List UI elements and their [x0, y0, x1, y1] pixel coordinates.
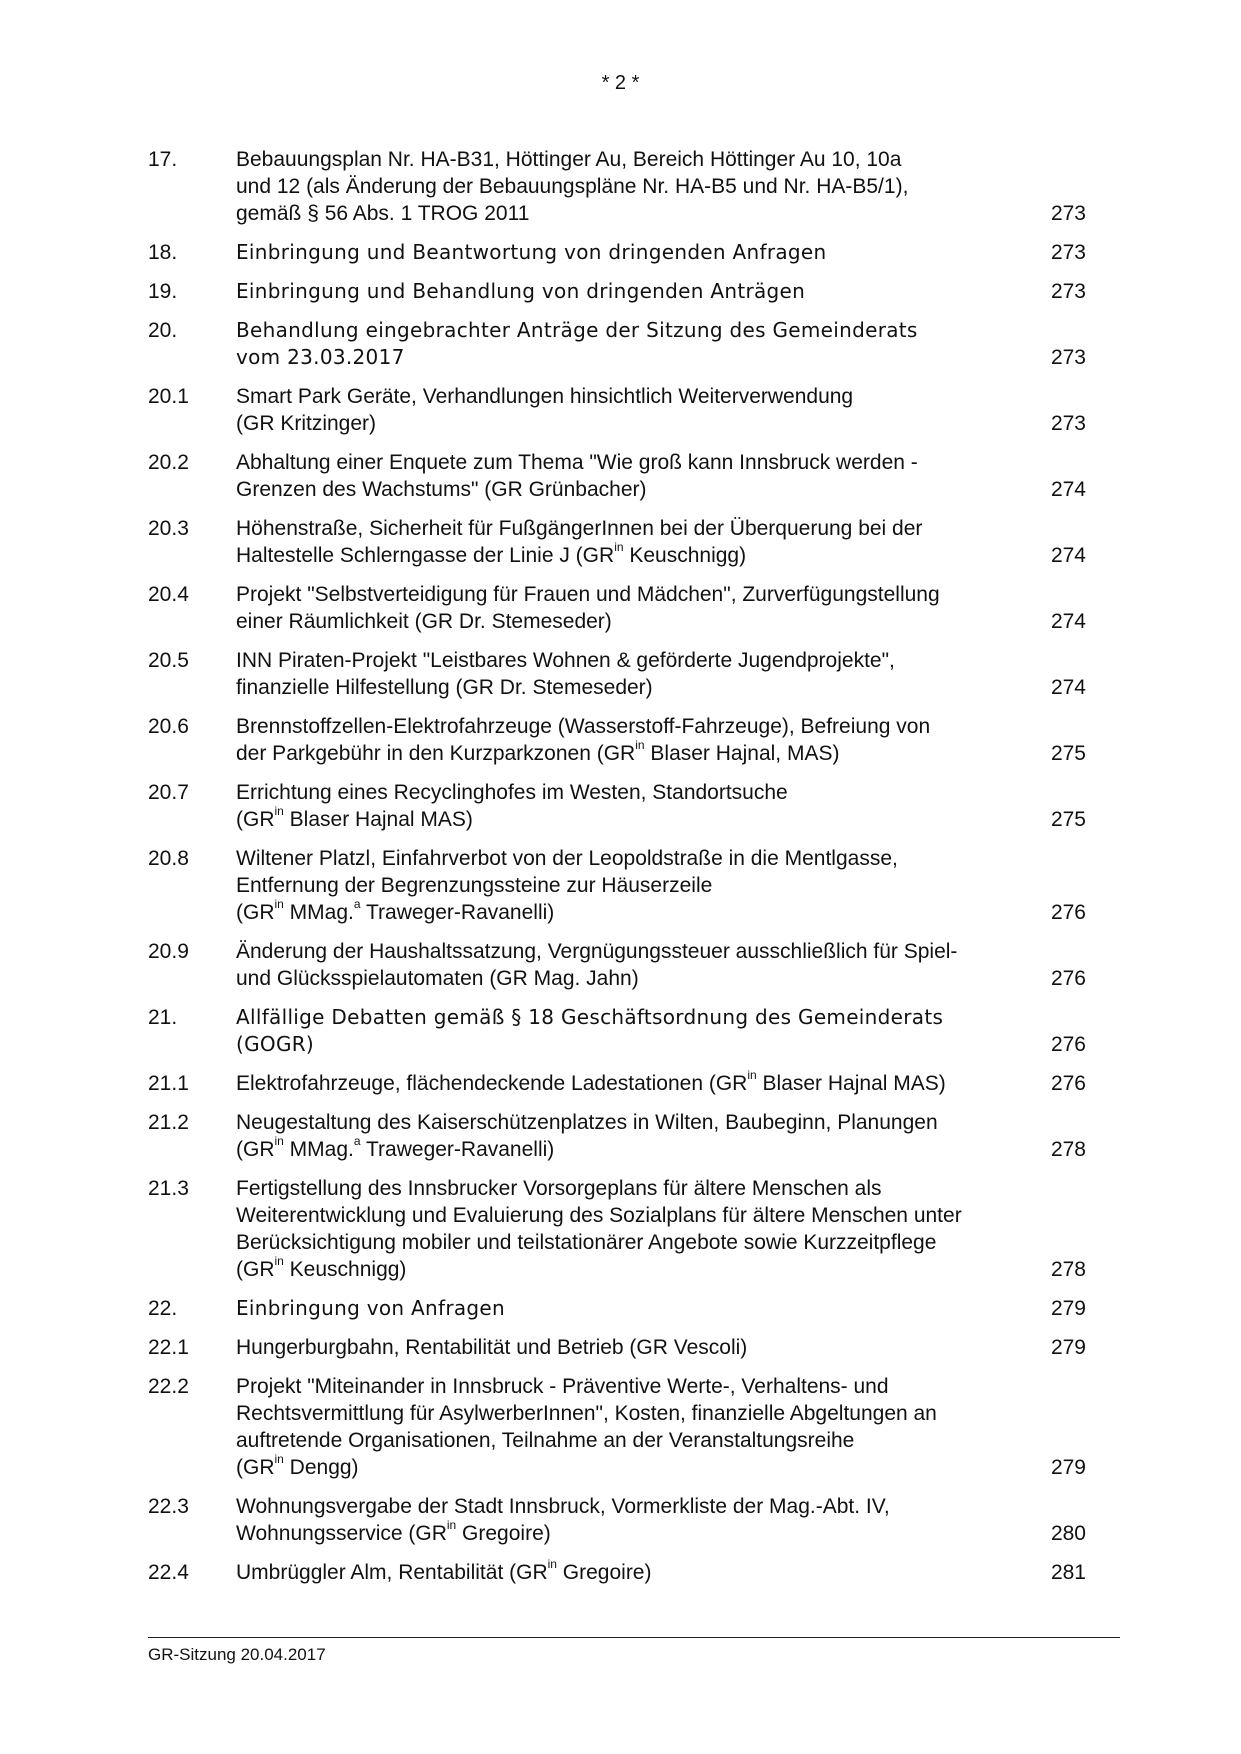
toc-entry [148, 1175, 1086, 1283]
toc-entry-title-line [236, 1136, 976, 1163]
toc-entry-title [236, 515, 976, 569]
title-text: der Parkgebühr in den Kurzparkzonen (GR [236, 742, 636, 765]
title-text: Änderung der Haushaltssatzung, Vergnügungssteuer ausschließlich für Spiel- [236, 940, 958, 963]
toc-entry [148, 383, 1086, 437]
toc-entry-title-line [236, 872, 976, 899]
toc-entry [148, 239, 1086, 266]
toc-entry-page: 278 [1050, 1138, 1086, 1161]
title-superscript: a [353, 1134, 361, 1148]
toc-entry-number: 20.7 [148, 781, 189, 804]
toc-entry-title-line [236, 965, 976, 992]
toc-entry-page: 276 [1050, 901, 1086, 924]
toc-entry-title-line [236, 542, 976, 569]
toc-entry-title [236, 713, 976, 767]
toc-entry-title [236, 239, 976, 266]
toc-entry-title-line [236, 806, 976, 833]
title-superscript: in [274, 1254, 284, 1268]
toc-entry [148, 278, 1086, 305]
title-text: (GR Kritzinger) [236, 412, 377, 435]
title-text: Einbringung und Beantwortung von dringenden Anfragen [236, 240, 827, 264]
toc-entry-title-line [236, 383, 976, 410]
title-text: Rechtsvermittlung für AsylwerberInnen", Kosten, finanzielle Abgeltungen an [236, 1402, 937, 1425]
toc-entry-page: 280 [1050, 1522, 1086, 1545]
title-text: Bebauungsplan Nr. HA-B31, Höttinger Au, Bereich Höttinger Au 10, 10a [236, 148, 902, 171]
toc-entry-number: 21.1 [148, 1072, 189, 1095]
title-text: (GR [236, 901, 275, 924]
toc-entry-title-line [236, 938, 976, 965]
toc-entry-number: 22.4 [148, 1561, 189, 1584]
toc-entry [148, 146, 1086, 227]
title-text: Höhenstraße, Sicherheit für FußgängerInnen bei der Überquerung bei der [236, 517, 923, 540]
title-text: INN Piraten-Projekt "Leistbares Wohnen & geförderte Jugendprojekte", [236, 649, 895, 672]
toc-entry-title-line [236, 899, 976, 926]
title-text: und 12 (als Änderung der Bebauungspläne Nr. HA-B5 und Nr. HA-B5/1), [236, 175, 909, 198]
title-superscript: in [274, 897, 284, 911]
title-text: MMag. [283, 901, 354, 924]
toc-entry [148, 449, 1086, 503]
title-text: Projekt "Selbstverteidigung für Frauen und Mädchen", Zurverfügungstellung [236, 583, 940, 606]
toc-entry [148, 779, 1086, 833]
toc-entry-title-line [236, 581, 976, 608]
toc-entry-page: 273 [1050, 241, 1086, 264]
table-of-contents [148, 146, 1086, 1598]
toc-entry-title-line [236, 845, 976, 872]
toc-entry-number: 20.6 [148, 715, 189, 738]
title-text: Keuschnigg) [283, 1258, 407, 1281]
toc-entry-title-line [236, 1004, 976, 1031]
toc-entry-title-line [236, 608, 976, 635]
title-text: (GOGR) [236, 1032, 315, 1056]
title-text: Wohnungsservice (GR [236, 1522, 447, 1545]
toc-entry-title-line [236, 1427, 976, 1454]
title-text: Gregoire) [456, 1522, 551, 1545]
title-text: Neugestaltung des Kaiserschützenplatzes in Wilten, Baubeginn, Planungen [236, 1111, 938, 1134]
title-text: Behandlung eingebrachter Anträge der Sitzung des Gemeinderats [236, 318, 918, 342]
title-text: Errichtung eines Recyclinghofes im Westen, Standortsuche [236, 781, 788, 804]
footer-session-date: GR-Sitzung 20.04.2017 [148, 1645, 326, 1664]
toc-entry-number: 20.9 [148, 940, 189, 963]
title-text: Wohnungsvergabe der Stadt Innsbruck, Vormerkliste der Mag.-Abt. IV, [236, 1495, 890, 1518]
toc-entry [148, 1559, 1086, 1586]
title-text: Projekt "Miteinander in Innsbruck - Präventive Werte-, Verhaltens- und [236, 1375, 889, 1398]
toc-entry [148, 1373, 1086, 1481]
title-text: vom 23.03.2017 [236, 345, 405, 369]
title-text: Hungerburgbahn, Rentabilität und Betrieb (GR Vescoli) [236, 1336, 748, 1359]
toc-entry-title-line [236, 1109, 976, 1136]
title-text: Entfernung der Begrenzungssteine zur Häuserzeile [236, 874, 713, 897]
toc-entry-page: 274 [1050, 544, 1086, 567]
title-superscript: in [614, 540, 624, 554]
title-text: (GR [236, 1138, 275, 1161]
toc-entry-number: 22.1 [148, 1336, 189, 1359]
toc-entry-page: 274 [1050, 610, 1086, 633]
toc-entry [148, 317, 1086, 371]
toc-entry [148, 1295, 1086, 1322]
toc-entry-page: 273 [1050, 202, 1086, 225]
title-text: Keuschnigg) [623, 544, 747, 567]
toc-entry-number: 20. [148, 319, 178, 342]
toc-entry-title [236, 1295, 976, 1322]
toc-entry [148, 1109, 1086, 1163]
toc-entry-title-line [236, 476, 976, 503]
title-text: Dengg) [283, 1456, 359, 1479]
title-text: einer Räumlichkeit (GR Dr. Stemeseder) [236, 610, 612, 633]
title-text: Gregoire) [556, 1561, 652, 1584]
toc-entry-title-line [236, 200, 976, 227]
toc-entry-title [236, 449, 976, 503]
title-text: Umbrüggler Alm, Rentabilität (GR [236, 1561, 548, 1584]
toc-entry-title-line [236, 278, 976, 305]
title-text: Elektrofahrzeuge, flächendeckende Ladestationen (GR [236, 1072, 748, 1095]
title-superscript: in [547, 1557, 557, 1571]
toc-entry-page: 276 [1050, 967, 1086, 990]
toc-entry-page: 273 [1050, 280, 1086, 303]
toc-entry-page: 275 [1050, 742, 1086, 765]
title-text: Einbringung und Behandlung von dringenden Anträgen [236, 279, 806, 303]
toc-entry-title-line [236, 1559, 976, 1586]
toc-entry-number: 20.8 [148, 847, 189, 870]
toc-entry [148, 1493, 1086, 1547]
toc-entry-page: 278 [1050, 1258, 1086, 1281]
footer-divider [148, 1637, 1120, 1638]
toc-entry-title [236, 938, 976, 992]
toc-entry-title-line [236, 239, 976, 266]
title-text: Wiltener Platzl, Einfahrverbot von der Leopoldstraße in die Mentlgasse, [236, 847, 898, 870]
toc-entry-number: 21. [148, 1006, 178, 1029]
page-number-header: * 2 * [601, 72, 640, 94]
toc-entry-number: 22.2 [148, 1375, 189, 1398]
title-text: Allfällige Debatten gemäß § 18 Geschäftsordnung des Gemeinderats [236, 1005, 944, 1029]
toc-entry-number: 22.3 [148, 1495, 189, 1518]
toc-entry-title-line [236, 1031, 976, 1058]
toc-entry-title [236, 317, 976, 371]
toc-entry-page: 276 [1050, 1072, 1086, 1095]
toc-entry-title [236, 1109, 976, 1163]
toc-entry-title-line [236, 146, 976, 173]
toc-entry-page: 279 [1050, 1456, 1086, 1479]
toc-entry [148, 938, 1086, 992]
toc-entry-title [236, 1175, 976, 1283]
toc-entry-title-line [236, 449, 976, 476]
toc-entry-number: 21.3 [148, 1177, 189, 1200]
toc-entry-title-line [236, 1493, 976, 1520]
title-text: Blaser Hajnal MAS) [756, 1072, 946, 1095]
toc-entry-page: 274 [1050, 478, 1086, 501]
toc-entry-page: 279 [1050, 1336, 1086, 1359]
title-text: Smart Park Geräte, Verhandlungen hinsichtlich Weiterverwendung [236, 385, 854, 408]
toc-entry-title [236, 1373, 976, 1481]
toc-entry-title [236, 647, 976, 701]
toc-entry-number: 18. [148, 241, 178, 264]
toc-entry-title-line [236, 410, 976, 437]
toc-entry-number: 20.1 [148, 385, 189, 408]
title-text: Blaser Hajnal, MAS) [644, 742, 840, 765]
toc-entry-page: 274 [1050, 676, 1086, 699]
title-text: Fertigstellung des Innsbrucker Vorsorgeplans für ältere Menschen als [236, 1177, 882, 1200]
title-superscript: in [274, 804, 284, 818]
title-superscript: in [446, 1518, 457, 1532]
toc-entry-title-line [236, 1070, 976, 1097]
title-text: MMag. [283, 1138, 354, 1161]
toc-entry-title-line [236, 1400, 976, 1427]
toc-entry-title-line [236, 173, 976, 200]
toc-entry-number: 20.4 [148, 583, 189, 606]
toc-entry-title-line [236, 1373, 976, 1400]
title-text: Brennstoffzellen-Elektrofahrzeuge (Wasserstoff-Fahrzeuge), Befreiung von [236, 715, 931, 738]
toc-entry-title [236, 383, 976, 437]
toc-entry-title-line [236, 344, 976, 371]
title-text: Einbringung von Anfragen [236, 1296, 505, 1320]
toc-entry-title-line [236, 1175, 976, 1202]
toc-entry-title-line [236, 1256, 976, 1283]
title-text: Grenzen des Wachstums" (GR Grünbacher) [236, 478, 647, 501]
title-text: Abhaltung einer Enquete zum Thema "Wie groß kann Innsbruck werden - [236, 451, 918, 474]
toc-entry-title [236, 1004, 976, 1058]
toc-entry-number: 21.2 [148, 1111, 189, 1134]
title-superscript: in [274, 1452, 284, 1466]
toc-entry-title-line [236, 1202, 976, 1229]
title-text: (GR [236, 1456, 275, 1479]
toc-entry-title [236, 146, 976, 227]
toc-entry-number: 20.2 [148, 451, 189, 474]
toc-entry-number: 17. [148, 148, 178, 171]
toc-entry-title-line [236, 1520, 976, 1547]
title-superscript: in [274, 1134, 284, 1148]
title-superscript: in [635, 738, 645, 752]
title-text: Traweger-Ravanelli) [360, 901, 555, 924]
title-text: gemäß § 56 Abs. 1 TROG 2011 [236, 202, 530, 225]
toc-entry-page: 273 [1050, 412, 1086, 435]
toc-entry-title-line [236, 1295, 976, 1322]
toc-entry-page: 273 [1050, 346, 1086, 369]
toc-entry-title [236, 1334, 976, 1361]
title-text: Weiterentwicklung und Evaluierung des Sozialplans für ältere Menschen unter [236, 1204, 962, 1227]
toc-entry [148, 515, 1086, 569]
toc-entry-title [236, 581, 976, 635]
title-superscript: in [747, 1068, 757, 1082]
toc-entry-title [236, 1070, 976, 1097]
toc-entry-page: 276 [1050, 1033, 1086, 1056]
toc-entry-title-line [236, 740, 976, 767]
toc-entry-title-line [236, 317, 976, 344]
toc-entry-title-line [236, 647, 976, 674]
toc-entry [148, 1070, 1086, 1097]
toc-entry-page: 281 [1050, 1561, 1086, 1584]
toc-entry [148, 1334, 1086, 1361]
toc-entry-number: 20.5 [148, 649, 189, 672]
toc-entry-title [236, 779, 976, 833]
toc-entry-title [236, 278, 976, 305]
toc-entry-number: 22. [148, 1297, 178, 1320]
toc-entry-title [236, 1559, 976, 1586]
toc-entry-title-line [236, 1334, 976, 1361]
toc-entry-title [236, 1493, 976, 1547]
toc-entry [148, 845, 1086, 926]
title-superscript: a [353, 897, 361, 911]
toc-entry [148, 1004, 1086, 1058]
toc-entry-number: 20.3 [148, 517, 189, 540]
toc-entry [148, 647, 1086, 701]
title-text: Traweger-Ravanelli) [360, 1138, 555, 1161]
toc-entry-title [236, 845, 976, 926]
toc-entry-title-line [236, 515, 976, 542]
title-text: (GR [236, 808, 275, 831]
toc-entry-title-line [236, 1454, 976, 1481]
title-text: finanzielle Hilfestellung (GR Dr. Stemeseder) [236, 676, 653, 699]
toc-entry-page: 275 [1050, 808, 1086, 831]
title-text: auftretende Organisationen, Teilnahme an der Veranstaltungsreihe [236, 1429, 855, 1452]
toc-entry-title-line [236, 674, 976, 701]
toc-entry-number: 19. [148, 280, 178, 303]
title-text: Haltestelle Schlerngasse der Linie J (GR [236, 544, 615, 567]
toc-entry-title-line [236, 1229, 976, 1256]
toc-entry-title-line [236, 779, 976, 806]
title-text: (GR [236, 1258, 275, 1281]
toc-entry [148, 713, 1086, 767]
toc-entry [148, 581, 1086, 635]
toc-entry-title-line [236, 713, 976, 740]
toc-entry-page: 279 [1050, 1297, 1086, 1320]
title-text: und Glücksspielautomaten (GR Mag. Jahn) [236, 967, 639, 990]
title-text: Berücksichtigung mobiler und teilstationärer Angebote sowie Kurzzeitpflege [236, 1231, 937, 1254]
title-text: Blaser Hajnal MAS) [283, 808, 473, 831]
